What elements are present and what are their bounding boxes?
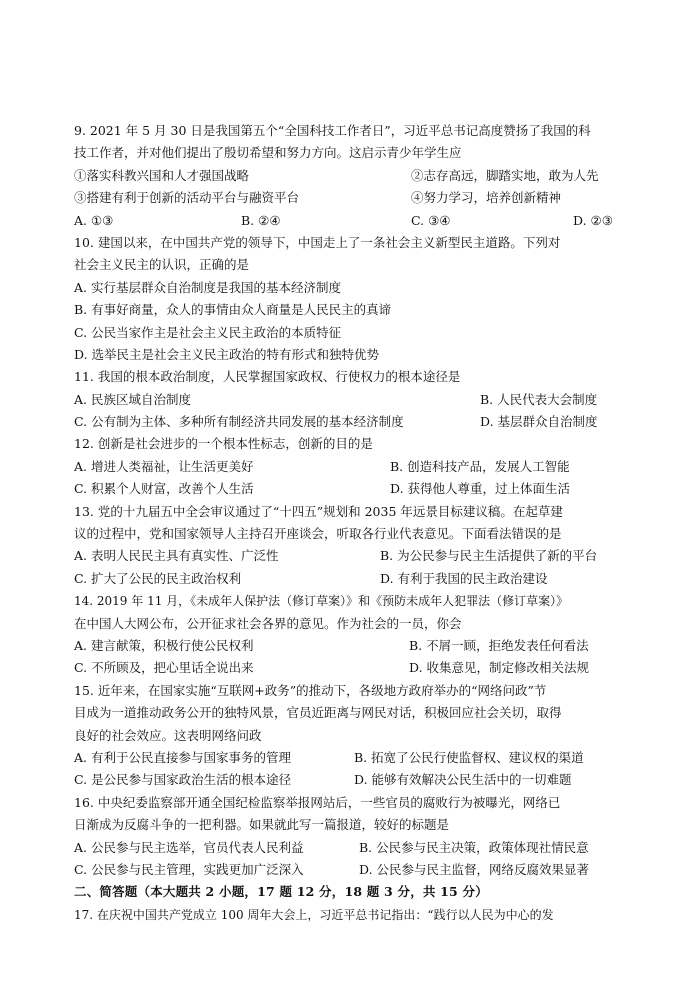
q9-statements-row1 [74,165,622,187]
q13-option-b[interactable]: B. 为公民参与民主生活提供了新的平台 [380,548,598,564]
section-heading-short-answer: 二、简答题（本大题共 2 小题，17 题 12 分，18 题 3 分，共 15 分） [74,884,488,900]
q13-option-c[interactable]: C. 扩大了公民的民主政治权利 [74,570,242,586]
q14-stem-line2: 在中国人大网公布，公开征求社会各界的意见。作为社会的一员，你会 [74,615,462,631]
q13-option-d[interactable]: D. 有利于我国的民主政治建设 [380,570,548,586]
q10-option-d[interactable]: D. 选举民主是社会主义民主政治的特有形式和独特优势 [74,346,380,362]
q11-option-c[interactable]: C. 公有制为主体、多种所有制经济共同发展的基本经济制度 [74,414,404,430]
q10-stem-line2: 社会主义民主的认识，正确的是 [74,257,250,273]
q9-stem-line1: 9. 2021 年 5 月 30 日是我国第五个“全国科技工作者日”，习近平总书记高度赞扬了我国的科 [74,123,591,138]
q15-options-row1 [74,747,622,769]
q9-options [74,210,622,232]
q9-statement-2: ②志存高远，脚踏实地，敢为人先 [411,167,599,183]
q9-option-d[interactable]: D. ②③ [573,212,613,228]
q12-option-d[interactable]: D. 获得他人尊重，过上体面生活 [390,481,571,497]
q13-options-row2 [74,568,622,590]
q9-statement-4: ④努力学习，培养创新精神 [411,190,562,206]
q15-option-c[interactable]: C. 是公民参与国家政治生活的根本途径 [74,772,292,788]
q10-option-b[interactable]: B. 有事好商量，众人的事情由众人商量是人民民主的真谛 [74,302,392,318]
q13-option-a[interactable]: A. 表明人民民主具有真实性、广泛性 [74,548,279,564]
q15-stem-line3: 良好的社会效应。这表明网络问政 [74,727,262,743]
q15-stem-line2: 目成为一道推动政务公开的独特风景，官员近距离与网民对话，积极回应社会关切，取得 [74,705,562,721]
q9-option-b[interactable]: B. ②④ [241,212,281,228]
q12-options-row2 [74,478,622,500]
q14-option-b[interactable]: B. 不屑一顾，拒绝发表任何看法 [409,637,589,653]
q15-option-a[interactable]: A. 有利于公民直接参与国家事务的管理 [74,749,291,765]
q15-stem-line1: 15. 近年来，在国家实施“互联网+政务”的推动下，各级地方政府举办的“网络问政”节 [74,682,547,698]
q11-stem: 11. 我国的根本政治制度，人民掌握国家政权、行使权力的根本途径是 [74,369,461,385]
q17-stem: 17. 在庆祝中国共产党成立 100 周年大会上，习近平总书记指出：“践行以人民为中心的发 [74,907,554,922]
q12-option-a[interactable]: A. 增进人类福祉，让生活更美好 [74,458,254,474]
q12-option-c[interactable]: C. 积累个人财富，改善个人生活 [74,481,254,497]
q14-options-row2 [74,657,622,679]
q13-stem-line1: 13. 党的十九届五中全会审议通过了“十四五”规划和 2035 年远景目标建议稿。在起草建 [74,503,563,519]
q9-statements-row2 [74,187,622,209]
q16-stem-line2: 日渐成为反腐斗争的一把利器。如果就此写一篇报道，较好的标题是 [74,817,450,833]
q15-option-d[interactable]: D. 能够有效解决公民生活中的一切难题 [354,772,572,788]
q16-option-a[interactable]: A. 公民参与民主选举，官员代表人民利益 [74,839,304,855]
q16-option-c[interactable]: C. 公民参与民主管理，实践更加广泛深入 [74,861,304,877]
q11-option-d[interactable]: D. 基层群众自治制度 [480,414,598,430]
q9-stem-line2: 技工作者，并对他们提出了殷切希望和努力方向。这启示青少年学生应 [74,145,462,161]
q14-option-d[interactable]: D. 收集意见，制定修改相关法规 [409,660,590,676]
q16-stem-line1: 16. 中央纪委监察部开通全国纪检监察举报网站后，一些官员的腐败行为被曝光，网络已 [74,794,561,810]
q14-option-a[interactable]: A. 建言献策，积极行使公民权利 [74,637,254,653]
q9-option-a[interactable]: A. ①③ [74,212,114,228]
q9-statement-1: ①落实科教兴国和人才强国战略 [74,167,250,183]
q14-option-c[interactable]: C. 不所顾及，把心里话全说出来 [74,660,254,676]
q12-stem: 12. 创新是社会进步的一个根本性标志，创新的目的是 [74,436,373,452]
q10-option-c[interactable]: C. 公民当家作主是社会主义民主政治的本质特征 [74,324,342,340]
q15-option-b[interactable]: B. 拓宽了公民行使监督权、建议权的渠道 [354,749,584,765]
q16-options-row2 [74,859,622,881]
q14-options-row1 [74,635,622,657]
q9-option-c[interactable]: C. ③④ [411,212,451,228]
q13-options-row1 [74,545,622,567]
q14-stem-line1: 14. 2019 年 11 月，《未成年人保护法（修订草案）》和《预防未成年人犯罪法（修订草案）》 [74,594,569,609]
q11-options-row1 [74,389,622,411]
q11-options-row2 [74,411,622,433]
q16-options-row1 [74,837,622,859]
q11-option-a[interactable]: A. 民族区域自治制度 [74,391,191,407]
q11-option-b[interactable]: B. 人民代表大会制度 [480,391,598,407]
q9-statement-3: ③搭建有利于创新的活动平台与融资平台 [74,190,300,206]
q12-options-row1 [74,456,622,478]
q10-stem-line1: 10. 建国以来，在中国共产党的领导下，中国走上了一条社会主义新型民主道路。下列对 [74,234,561,250]
q12-option-b[interactable]: B. 创造科技产品，发展人工智能 [390,458,570,474]
q16-option-d[interactable]: D. 公民参与民主监督，网络反腐效果显著 [359,861,590,877]
question-list [74,120,622,926]
q16-option-b[interactable]: B. 公民参与民主决策，政策体现社情民意 [359,839,589,855]
q13-stem-line2: 议的过程中，党和国家领导人主持召开座谈会，听取各行业代表意见。下面看法错误的是 [74,526,562,542]
q15-options-row2 [74,769,622,791]
q10-option-a[interactable]: A. 实行基层群众自治制度是我国的基本经济制度 [74,279,341,295]
